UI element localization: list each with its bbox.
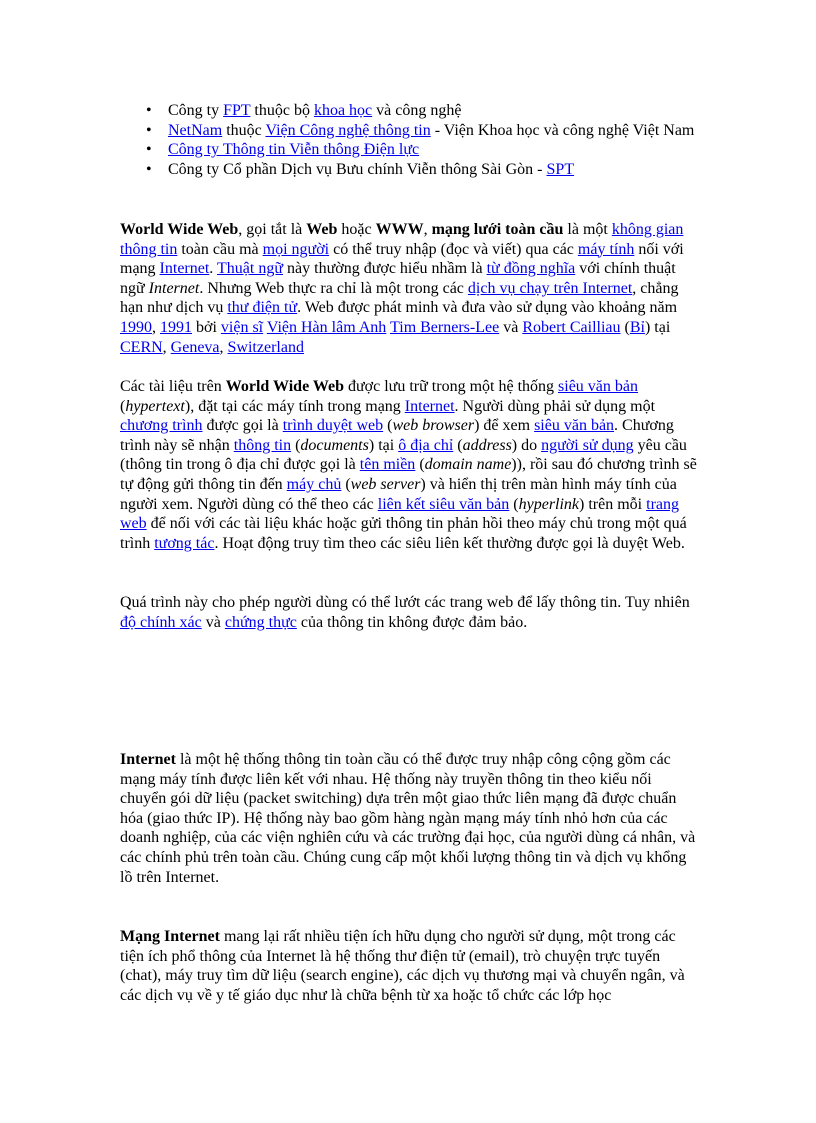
list-item (146, 121, 748, 141)
inline-link[interactable]: Viện Hàn lâm Anh (266, 318, 387, 336)
paragraph-text: ) để xem (474, 417, 535, 435)
list-text: - Viện Khoa học và công nghệ Việt Nam (430, 121, 695, 139)
inline-link[interactable]: thông tin (120, 240, 178, 258)
inline-link[interactable]: không gian (611, 221, 684, 238)
paragraph-text: . Nhưng Web thực ra chỉ là một trong các (199, 279, 468, 297)
paragraph-text: nối với mạng (120, 240, 684, 278)
inline-link[interactable]: máy chủ (286, 475, 342, 493)
inline-link[interactable]: tên miền (359, 456, 416, 474)
paragraph-text: , chẳng hạn như dịch vụ (120, 279, 679, 317)
paragraph-text: là một (563, 221, 612, 238)
paragraph-text: ( (415, 456, 425, 474)
paragraph-text: ( (509, 495, 519, 513)
paragraph-text: Các tài liệu trên (120, 378, 226, 395)
bullet: • (146, 141, 152, 158)
inline-link[interactable]: Thuật ngữ (217, 260, 284, 278)
inline-link[interactable]: Switzerland (227, 338, 304, 356)
paragraph-text: yêu cầu (thông tin trong ô địa chỉ được gọi là (120, 436, 687, 474)
italic-term: web server (350, 475, 421, 493)
paragraph-text: là một hệ thống thông tin toàn cầu có thể được truy nhập công cộng gồm các mạng máy tính được liên kết với nhau. Hệ thống này truyền thông tin theo kiểu nối chuyển gói dữ liệu (packet switching) dựa trên một giao thức liên mạng đã được chuẩn hóa (giao thức IP). Hệ thống này bao gồm hàng ngàn mạng máy tính nhỏ hơn của các doanh nghiệp, của các viện nghiên cứu và các trường đại học, của người dùng cá nhân, và các chính phủ trên toàn cầu. Chúng cung cấp một khối lượng thông tin và dịch vụ khổng lồ trên Internet. (120, 751, 696, 886)
paragraph-browsing (120, 593, 700, 632)
list-text: thuộc (222, 121, 266, 139)
inline-link[interactable]: chương trình (120, 417, 203, 435)
list-item (146, 101, 748, 121)
paragraph-text: . Hoạt động truy tìm theo các siêu liên kết thường được gọi là duyệt Web. (214, 534, 685, 552)
paragraph-text: , (162, 338, 171, 356)
paragraph-text: ( (453, 436, 463, 454)
inline-link[interactable]: viện sĩ (220, 318, 264, 336)
paragraph-text: , (152, 318, 160, 336)
inline-link[interactable]: CERN (120, 338, 163, 356)
italic-term: hypertext (125, 397, 185, 415)
inline-link[interactable]: thông tin (233, 436, 292, 454)
paragraph-text: , (219, 338, 228, 356)
bullet: • (146, 121, 152, 139)
paragraph-text: ) trên mỗi (579, 495, 647, 513)
inline-link[interactable]: mọi người (262, 240, 330, 258)
paragraph-text: có thể truy nhập (đọc và viết) qua các (329, 240, 578, 258)
paragraph-text: bởi (192, 318, 221, 336)
bold-term: Mạng Internet (120, 928, 220, 945)
paragraph-text: và (499, 318, 523, 336)
link-vien-cong-nghe-thong-tin[interactable]: Viện Công nghệ thông tin (265, 121, 431, 139)
paragraph-text: . Người dùng phải sử dụng một (454, 397, 656, 415)
paragraph-text: được gọi là (202, 417, 283, 435)
bold-term: mạng lưới toàn cầu (431, 221, 564, 238)
link-netnam[interactable]: NetNam (168, 121, 223, 139)
list-item (146, 140, 748, 160)
bold-term: World Wide Web (120, 221, 239, 238)
inline-link[interactable]: siêu văn bản (558, 378, 638, 395)
paragraph-text: được lưu trữ trong một hệ thống (344, 378, 559, 395)
italic-term: hyperlink (518, 495, 580, 513)
italic-term: Internet (148, 279, 200, 297)
paragraph-text: , gọi tắt là (238, 221, 307, 238)
list-text: thuộc bộ (250, 102, 314, 119)
inline-link[interactable]: Bỉ (629, 318, 645, 336)
paragraph-text: , (423, 221, 432, 238)
inline-link[interactable]: dịch vụ chạy trên Internet (467, 279, 633, 297)
link-fpt[interactable]: FPT (223, 102, 251, 119)
paragraph-text: ), đặt tại các máy tính trong mạng (184, 397, 405, 415)
paragraph-text: để nối với các tài liệu khác hoặc gửi thông tin phản hồi theo máy chủ trong một quá trình (120, 515, 687, 552)
paragraph-www-documents (120, 377, 700, 553)
paragraph-text: . (209, 260, 218, 278)
paragraph-text: ) tại (368, 436, 399, 454)
inline-link[interactable]: trình duyệt web (282, 417, 384, 435)
paragraph-text: mang lại rất nhiều tiện ích hữu dụng cho người sử dụng, một trong các tiện ích phổ thông của Internet là hệ thống thư điện tử (email), trò chuyện trực tuyến (chat), máy truy tìm dữ liệu (search engine), các dịch vụ thương mại và chuyển ngân, và các dịch vụ về y tế giáo dục như là chữa bệnh từ xa hoặc tổ chức các lớp học (120, 928, 685, 1004)
paragraph-text: ( (341, 475, 351, 493)
bold-term: Internet (120, 751, 176, 768)
inline-link[interactable]: siêu văn bản (534, 417, 615, 435)
inline-link[interactable]: chứng thực (224, 613, 297, 631)
inline-link[interactable]: từ đồng nghĩa (486, 260, 576, 278)
inline-link[interactable]: Geneva (170, 338, 220, 356)
paragraph-internet-benefits (120, 927, 700, 1005)
list-text: Công ty (168, 102, 224, 119)
inline-link[interactable]: Tim Berners-Lee (390, 318, 500, 336)
bold-term: Web (306, 221, 338, 238)
bold-term: WWW (375, 221, 424, 238)
inline-link[interactable]: 1990 (120, 318, 152, 336)
paragraph-text: ( (291, 436, 301, 454)
paragraph-text: và (201, 613, 225, 631)
paragraph-text: )), rồi sau đó chương trình sẽ tự động gửi thông tin đến (120, 456, 697, 493)
inline-link[interactable]: trang web (120, 495, 679, 533)
paragraph-text: ) và hiển thị trên màn hình máy tính của người xem. Người dùng có thể theo các (120, 475, 677, 513)
paragraph-text: hoặc (337, 221, 376, 238)
list-text: Công ty Cổ phần Dịch vụ Bưu chính Viễn thông Sài Gòn - (168, 160, 547, 178)
list-text: và công nghệ (372, 102, 462, 119)
paragraph-text: ( (120, 397, 126, 415)
inline-link[interactable]: ô địa chỉ (398, 436, 454, 454)
inline-link[interactable]: máy tính (577, 240, 635, 258)
provider-list (120, 101, 748, 179)
italic-term: documents (300, 436, 369, 454)
inline-link[interactable]: độ chính xác (120, 613, 202, 631)
paragraph-text: này thường được hiểu nhầm là (283, 260, 487, 278)
paragraph-text: Quá trình này cho phép người dùng có thể lướt các trang web để lấy thông tin. Tuy nhiên (120, 594, 690, 611)
bullet: • (146, 160, 152, 178)
paragraph-text: ( (383, 417, 393, 435)
inline-link[interactable]: 1991 (160, 318, 192, 336)
paragraph-text: ) tại (644, 318, 671, 336)
paragraph-text: với chính thuật ngữ (120, 260, 676, 297)
link-spt[interactable]: SPT (546, 160, 575, 178)
inline-link[interactable]: Internet (159, 260, 210, 278)
inline-link[interactable]: người sử dụng (541, 436, 634, 454)
inline-link[interactable]: thư điện tử (227, 299, 298, 317)
inline-link[interactable]: Internet (404, 397, 455, 415)
link-cong-ty-dien-luc[interactable]: Công ty Thông tin Viễn thông Điện lực (168, 141, 420, 158)
inline-link[interactable]: liên kết siêu văn bản (377, 495, 510, 513)
paragraph-internet-definition (120, 750, 700, 887)
inline-link[interactable]: Robert Cailliau (522, 318, 621, 336)
bullet: • (146, 102, 152, 119)
paragraph-text: . Web được phát minh và đưa vào sử dụng vào khoảng năm (297, 299, 678, 317)
paragraph-www-intro (120, 220, 700, 357)
italic-term: web browser (392, 417, 475, 435)
paragraph-text: . Chương trình này sẽ nhận (120, 417, 674, 454)
link-khoa-hoc[interactable]: khoa học (313, 102, 373, 119)
paragraph-text: ( (620, 318, 630, 336)
paragraph-text: toàn cầu mà (177, 240, 263, 258)
paragraph-text: của thông tin không được đảm bảo. (296, 613, 528, 631)
bold-term: World Wide Web (225, 378, 344, 395)
italic-term: address (462, 436, 512, 454)
italic-term: domain name (424, 456, 512, 474)
paragraph-text: ) do (511, 436, 542, 454)
list-item (146, 160, 748, 180)
inline-link[interactable]: tương tác (154, 534, 215, 552)
